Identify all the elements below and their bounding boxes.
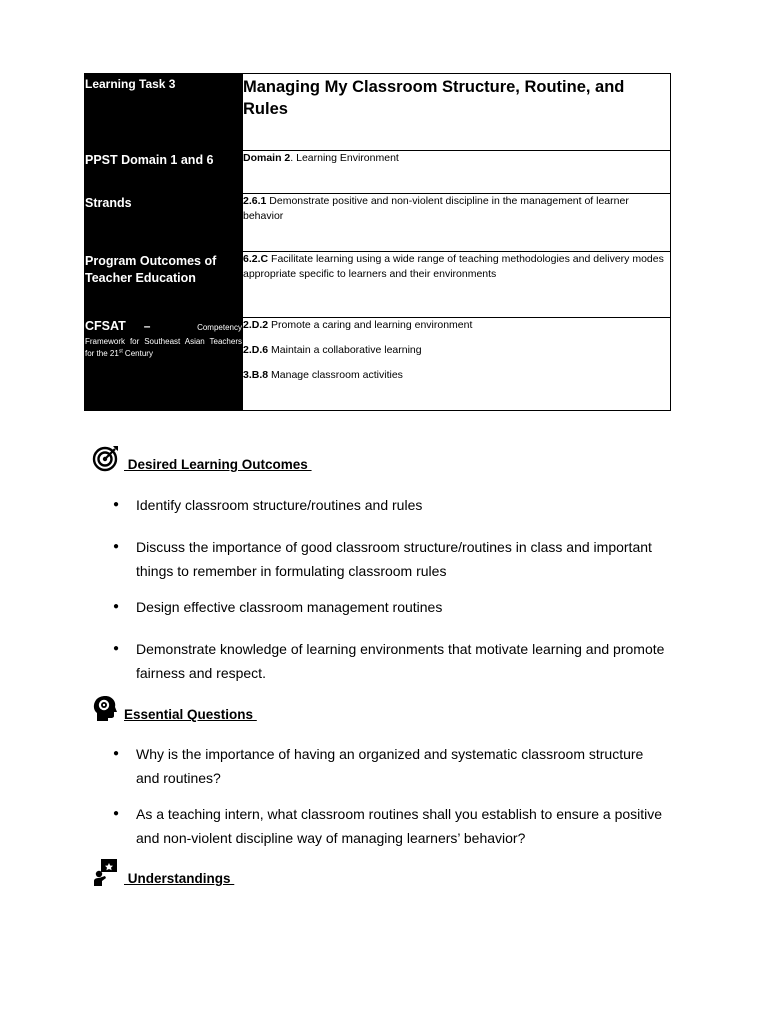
list-item: ● Demonstrate knowledge of learning environments that motivate learning and promote fairness and respect. [110, 637, 670, 685]
section-title: Desired Learning Outcomes [124, 457, 312, 472]
table-row [85, 151, 671, 194]
table-row [85, 252, 671, 318]
section-title: Understandings [124, 871, 235, 886]
row-value-cell [243, 194, 671, 252]
program-text: Facilitate learning using a wide range of teaching methodologies and delivery modes appropriate specific to learners and their environments [243, 253, 664, 280]
row-label-cell [85, 151, 243, 194]
cfsat-item: 2.D.2 Promote a caring and learning environment [243, 319, 473, 331]
task-title: Managing My Classroom Structure, Routine, and Rules [243, 78, 625, 118]
table-row [85, 74, 671, 151]
section-title: Essential Questions [124, 707, 257, 722]
program-code: 6.2.C [243, 253, 269, 265]
row-value-cell [243, 151, 671, 194]
learning-task-label: Learning Task 3 [85, 77, 176, 91]
row-value-cell [243, 74, 671, 151]
desired-outcomes-list [110, 493, 670, 685]
row-label-cell [85, 194, 243, 252]
cfsat-label [85, 318, 242, 336]
cfsat-abbrev: CFSAT [85, 319, 126, 333]
list-item: ● Why is the importance of having an organized and systematic classroom structure and routines? [110, 742, 670, 790]
cfsat-description: Framework for Southeast Asian Teachers for the 21st Century [85, 337, 242, 358]
understandings-heading [92, 858, 234, 886]
target-icon [92, 444, 120, 472]
cfsat-dash: – [143, 319, 151, 333]
row-label-cell [85, 252, 243, 318]
strand-text: Demonstrate positive and non-violent discipline in the management of learner behavior [243, 195, 629, 222]
learning-task-table [84, 73, 671, 411]
strands-label: Strands [85, 196, 132, 210]
cfsat-item: 3.B.8 Manage classroom activities [243, 369, 403, 381]
list-item: ● Identify classroom structure/routines and rules [110, 493, 670, 517]
row-label-cell [85, 74, 243, 151]
strand-code: 2.6.1 [243, 195, 267, 207]
program-outcomes-label: Program Outcomes of Teacher Education [85, 254, 217, 285]
cfsat-item: 2.D.6 Maintain a collaborative learning [243, 344, 422, 356]
essential-questions-heading [92, 694, 257, 722]
row-value-cell [243, 318, 671, 411]
row-label-cell [85, 318, 243, 411]
domain-text: . Learning Environment [290, 152, 399, 164]
list-item: ● Discuss the importance of good classroom structure/routines in class and important things to remember in formulating classroom rules [110, 535, 670, 583]
domain-code: Domain 2 [243, 152, 291, 164]
row-value-cell [243, 252, 671, 318]
list-item: ● Design effective classroom management routines [110, 595, 670, 619]
desired-outcomes-heading [92, 444, 312, 472]
essential-questions-list [110, 742, 670, 850]
cfsat-word: Competency [197, 323, 242, 332]
brain-head-icon [92, 694, 120, 722]
list-item: ● As a teaching intern, what classroom routines shall you establish to ensure a positive and non-violent discipline way of managing learners’ behavior? [110, 802, 670, 850]
ppst-label: PPST Domain 1 and 6 [85, 153, 214, 167]
presenter-icon [92, 858, 120, 886]
table-row [85, 194, 671, 252]
table-row [85, 318, 671, 411]
